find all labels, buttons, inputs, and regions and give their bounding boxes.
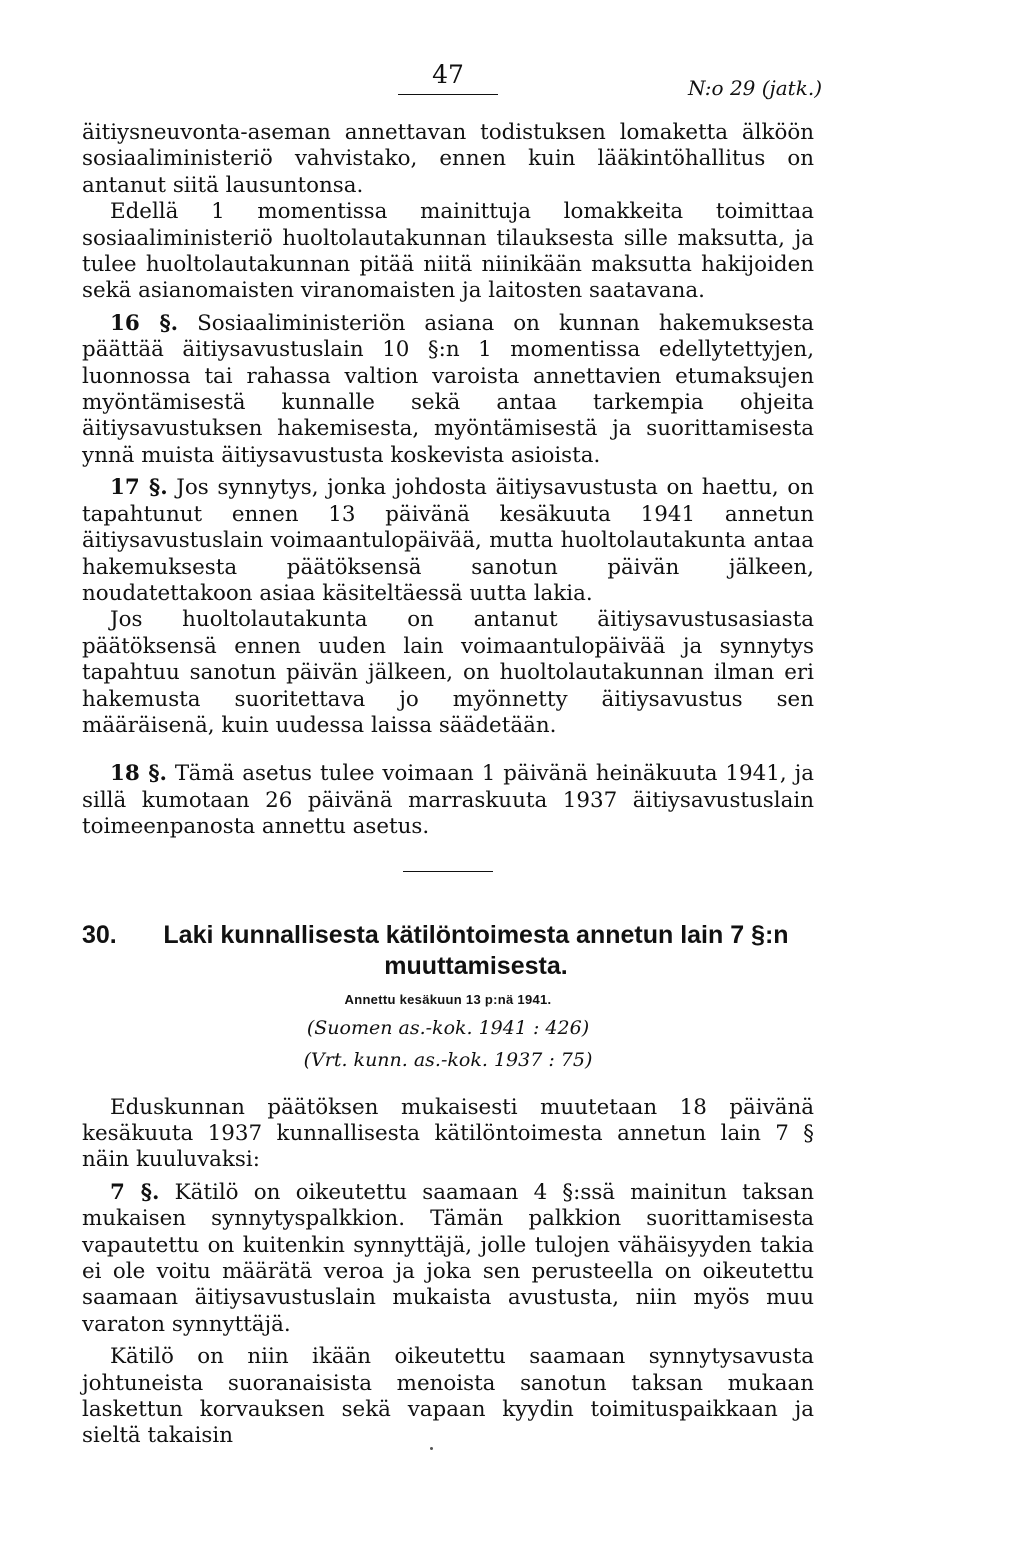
print-speck: [430, 1447, 433, 1450]
section-separator: [403, 871, 493, 872]
law-given-date: Annettu kesäkuun 13 p:nä 1941.: [344, 991, 552, 1007]
section-number: 18 §.: [110, 761, 167, 787]
law-heading: [82, 920, 814, 982]
section-number: 17 §.: [110, 475, 168, 501]
paragraph: Jos huoltolautakunta on antanut äitiysavustusasiasta päätöksensä ennen uuden lain voimaantulopäivää ja synnytys tapahtuu sanotun päivän jälkeen, on huoltolautakunnan ilman eri hakemusta suoritettava jo myönnetty äitiysavustus sen määräisenä, kuin uudessa laissa säädetään.: [82, 607, 814, 738]
section-17-paragraph: 17 §. Jos synnytys, jonka johdosta äitiysavustusta on haettu, on tapahtunut ennen 13 päivänä kesäkuuta 1941 annetun äitiysavustuslain voimaantulopäivää, mutta huoltolautakunta antaa hakemuksesta päätöksensä sanotun päivän jälkeen, noudatettakoon asiaa käsiteltäessä uutta lakia.: [82, 475, 814, 606]
law-title: Laki kunnallisesta kätilöntoimesta annetun lain 7 §:n muuttamisesta.: [163, 920, 789, 980]
paragraph: Edellä 1 momentissa mainittuja lomakkeita toimittaa sosiaaliministeriö huoltolautakunnan tilauksesta sille maksutta, ja tulee huoltolautakunnan pitää niitä niinikään maksutta hakijoiden sekä asianomaisten viranomaisten ja laitosten saatavana.: [82, 199, 814, 304]
section-18-paragraph: 18 §. Tämä asetus tulee voimaan 1 päivänä heinäkuuta 1941, ja sillä kumotaan 26 päivänä marraskuuta 1937 äitiysavustuslain toimeenpanosta annettu asetus.: [82, 761, 814, 840]
law-number: 30.: [82, 920, 117, 949]
paragraph: Kätilö on niin ikään oikeutettu saamaan synnytysavusta johtuneista suoranaisista menoista sanotun taksan mukaan laskettun korvauksen sekä vapaan kyydin toimituspaikkaan ja sieltä takaisin: [82, 1344, 814, 1449]
section-7-paragraph: 7 §. Kätilö on oikeutettu saamaan 4 §:ssä mainitun taksan mukaisen synnytyspalkkion. Tämän palkkion suorittamisesta vapautettu on kuitenkin synnyttäjä, jolle tulojen vähäisyyden takia ei ole voitu määrätä veroa ja joka sen perusteella on oikeutettu saamaan äitiysavustuslain mukaista avustusta, niin myös muu varaton synnyttäjä.: [82, 1179, 814, 1337]
section-16-paragraph: 16 §. Sosiaaliministeriön asiana on kunnan hakemuksesta päättää äitiysavustuslain 10 §:n 1 momentissa edellytettyjen, luonnossa tai rahassa valtion varoista annettavien etumaksujen myöntämisestä kunnalle sekä antaa tarkempia ohjeita äitiysavustuksen hakemisesta, myöntämisestä ja suorittamisesta ynnä muista äitiysavustusta koskevista asioista.: [82, 310, 814, 468]
law-comparison-reference: (Vrt. kunn. as.-kok. 1937 : 75): [303, 1048, 593, 1071]
law-source-reference: (Suomen as.-kok. 1941 : 426): [306, 1016, 590, 1039]
document-page: [82, 58, 822, 1450]
running-head: N:o 29 (jatk.): [688, 76, 822, 100]
page-number-rule: [398, 94, 498, 95]
section-number: 16 §.: [110, 310, 179, 336]
paragraph-continuation: äitiysneuvonta-aseman annettavan todistuksen lomaketta älköön sosiaaliministeriö vahvistako, ennen kuin lääkintöhallitus on antanut siitä lausuntonsa.: [82, 120, 814, 198]
section-number: 7 §.: [110, 1179, 160, 1205]
page-header: [82, 58, 822, 120]
page-number: 47: [432, 60, 464, 89]
law-preamble: Eduskunnan päätöksen mukaisesti muutetaan 18 päivänä kesäkuuta 1937 kunnallisesta kätilöntoimesta annetun lain 7 § näin kuuluvaksi:: [82, 1094, 814, 1173]
